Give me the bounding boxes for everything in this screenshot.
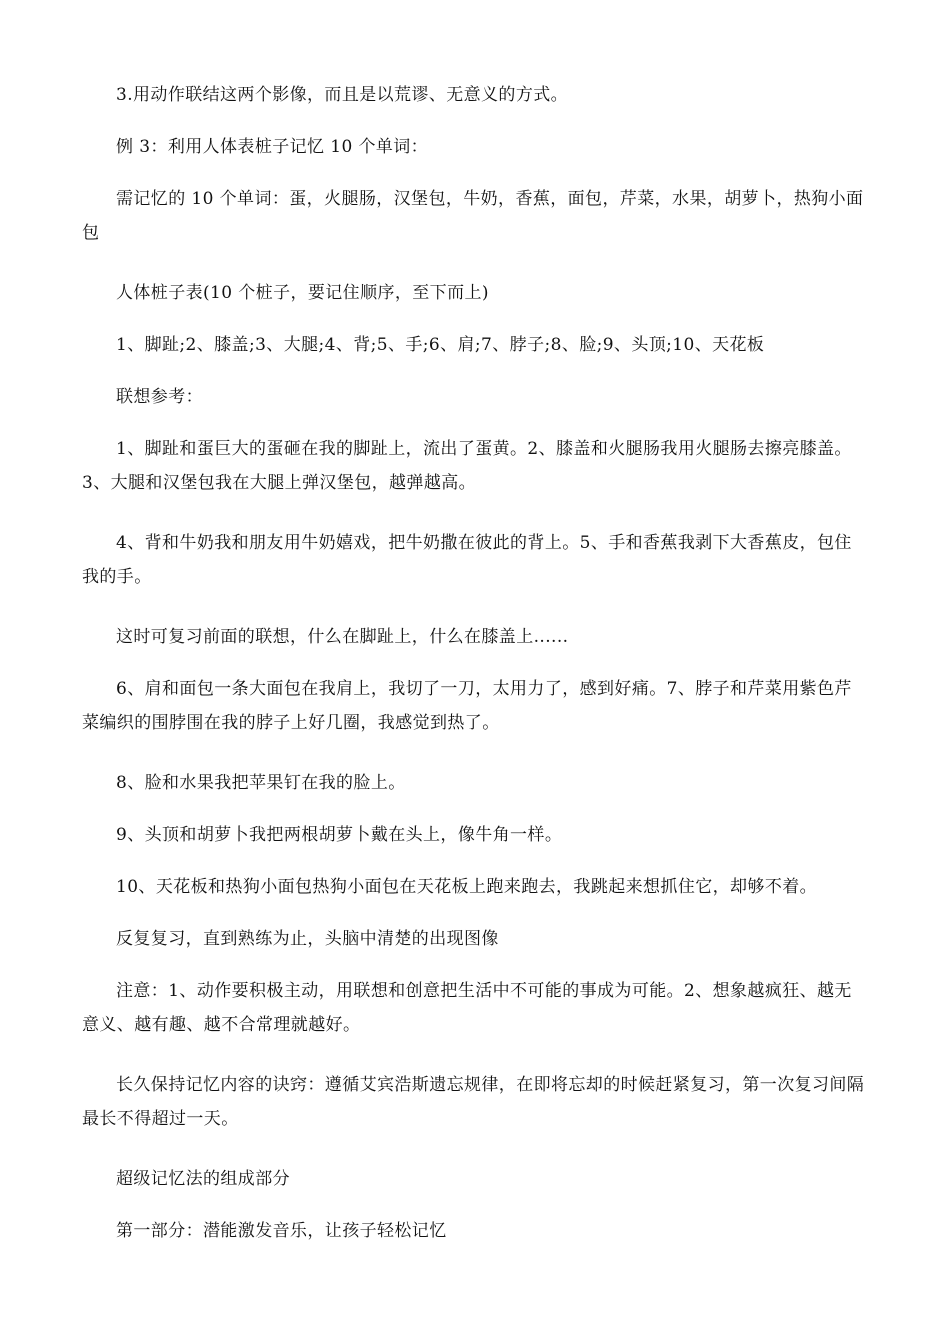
paragraph-components-heading: 超级记忆法的组成部分 (116, 1169, 290, 1189)
paragraph-association-4-5: 4、背和牛奶我和朋友用牛奶嬉戏，把牛奶撒在彼此的背上。5、手和香蕉我剥下大香蕉皮，包住我的手。 (82, 533, 852, 587)
paragraph-retention-tip: 长久保持记忆内容的诀窍：遵循艾宾浩斯遗忘规律，在即将忘却的时候赶紧复习，第一次复习间隔最长不得超过一天。 (82, 1075, 865, 1129)
paragraph-association-1-3: 1、脚趾和蛋巨大的蛋砸在我的脚趾上，流出了蛋黄。2、膝盖和火腿肠我用火腿肠去擦亮膝盖。3、大腿和汉堡包我在大腿上弹汉堡包，越弹越高。 (82, 439, 852, 493)
paragraph-association-8: 8、脸和水果我把苹果钉在我的脸上。 (116, 773, 406, 793)
paragraph-part-one: 第一部分：潜能激发音乐，让孩子轻松记忆 (116, 1221, 447, 1241)
paragraph-peg-list: 1、脚趾;2、膝盖;3、大腿;4、背;5、手;6、肩;7、脖子;8、脸;9、头顶;10、天花板 (116, 335, 765, 355)
paragraph-attention: 注意：1、动作要积极主动，用联想和创意把生活中不可能的事成为可能。2、想象越疯狂、越无意义、越有趣、越不合常理就越好。 (82, 981, 852, 1035)
paragraph-word-list: 需记忆的 10 个单词：蛋，火腿肠，汉堡包，牛奶，香蕉，面包，芹菜，水果，胡萝卜，热狗小面包 (82, 189, 864, 243)
paragraph-repeat-review: 反复复习，直到熟练为止，头脑中清楚的出现图像 (116, 929, 499, 949)
paragraph-association-10: 10、天花板和热狗小面包热狗小面包在天花板上跑来跑去，我跳起来想抓住它，却够不着。 (116, 877, 818, 897)
paragraph-review-note: 这时可复习前面的联想，什么在脚趾上，什么在膝盖上...... (116, 627, 569, 647)
paragraph-association-9: 9、头顶和胡萝卜我把两根胡萝卜戴在头上，像牛角一样。 (116, 825, 563, 845)
paragraph-association-6-7: 6、肩和面包一条大面包在我肩上，我切了一刀，太用力了，感到好痛。7、脖子和芹菜用紫色芹菜编织的围脖围在我的脖子上好几圈，我感觉到热了。 (82, 679, 852, 733)
paragraph-step-3: 3.用动作联结这两个影像，而且是以荒谬、无意义的方式。 (116, 85, 569, 105)
paragraph-association-heading: 联想参考： (116, 387, 203, 407)
paragraph-example-3: 例 3：利用人体表桩子记忆 10 个单词： (116, 137, 429, 157)
paragraph-peg-table-title: 人体桩子表(10 个桩子，要记住顺序，至下而上) (116, 283, 489, 303)
